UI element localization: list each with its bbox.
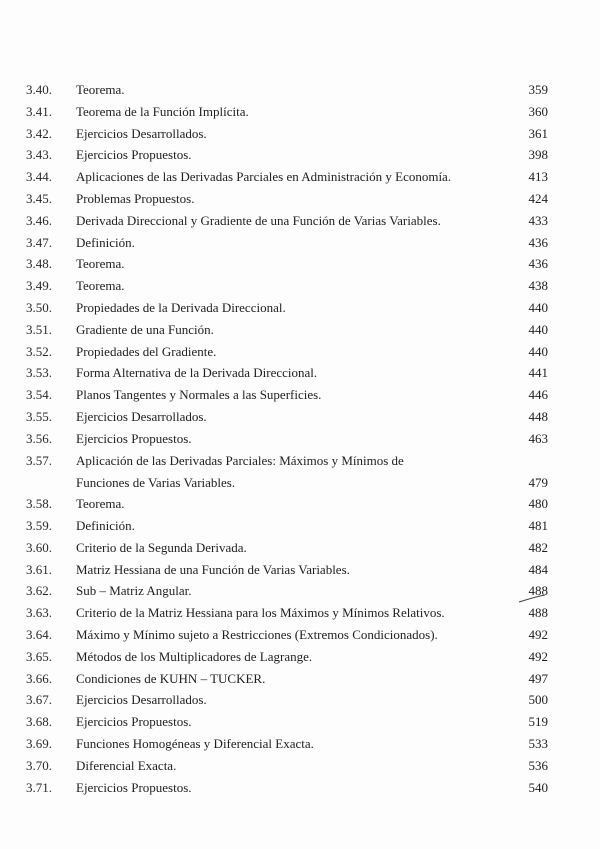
- toc-entry-title: Planos Tangentes y Normales a las Superficies.: [76, 387, 322, 403]
- toc-entry-page-number: 480: [528, 496, 548, 512]
- toc-entry-number: 3.44.: [26, 169, 52, 185]
- toc-entry-title: Máximo y Mínimo sujeto a Restricciones (Extremos Condicionados).: [76, 626, 438, 642]
- toc-entry-title: Criterio de la Segunda Derivada.: [76, 539, 247, 555]
- toc-entry-number: 3.49.: [26, 278, 52, 294]
- toc-entry-page-number: 463: [528, 430, 548, 446]
- toc-entry-title: Teorema.: [76, 496, 125, 512]
- toc-entry-number: 3.42.: [26, 125, 52, 141]
- toc-entry-title: Teorema.: [76, 82, 125, 97]
- toc-entry-number: 3.64.: [26, 626, 52, 642]
- toc-entry: [0, 603, 600, 625]
- toc-entry-number: 3.54.: [26, 387, 52, 403]
- toc-entry-number: 3.56.: [26, 430, 52, 446]
- toc-entry-title: Ejercicios Propuestos.: [76, 779, 192, 795]
- toc-entry-page-number: 481: [528, 517, 548, 533]
- toc-entry-title: Ejercicios Propuestos.: [76, 430, 192, 446]
- toc-entry-number: 3.46.: [26, 212, 52, 228]
- toc-entry-number: 3.40.: [26, 82, 52, 97]
- toc-entry-title: Ejercicios Desarrollados.: [76, 692, 207, 708]
- toc-entry-title: Sub – Matriz Angular.: [76, 583, 192, 599]
- toc-entry: [0, 429, 600, 451]
- toc-entry-title: Propiedades del Gradiente.: [76, 343, 217, 359]
- toc-entry-number: 3.43.: [26, 147, 52, 163]
- toc-entry-page-number: 482: [528, 539, 548, 555]
- toc-entry-number: 3.71.: [26, 779, 52, 795]
- toc-entry-number: 3.48.: [26, 256, 52, 272]
- toc-entry-number: 3.65.: [26, 648, 52, 664]
- toc-entry-number: 3.41.: [26, 103, 52, 119]
- toc-entry-number: 3.47.: [26, 234, 52, 250]
- toc-entry: [0, 712, 600, 734]
- toc-entry: [0, 124, 600, 146]
- toc-entry: [0, 276, 600, 298]
- toc-entry: [0, 669, 600, 691]
- toc-entry-number: 3.52.: [26, 343, 52, 359]
- toc-entry-title: Definición.: [76, 234, 135, 250]
- toc-entry-title: Derivada Direccional y Gradiente de una Función de Varias Variables.: [76, 212, 441, 228]
- toc-entry-page-number: 360: [528, 103, 548, 119]
- toc-entry-number: 3.70.: [26, 757, 52, 773]
- toc-entry-page-number: 359: [528, 82, 548, 97]
- toc-entry-title: Propiedades de la Derivada Direccional.: [76, 299, 286, 315]
- toc-entry-page-number: 424: [528, 190, 548, 206]
- toc-entry-page-number: 540: [528, 779, 548, 795]
- toc-entry-number: 3.45.: [26, 190, 52, 206]
- toc-entry-number: 3.67.: [26, 692, 52, 708]
- toc-entry-page-number: 438: [528, 278, 548, 294]
- toc-entry: [0, 538, 600, 560]
- toc-entry-title: Ejercicios Propuestos.: [76, 147, 192, 163]
- toc-entry-page-number: 536: [528, 757, 548, 773]
- toc-entry-title: Teorema de la Función Implícita.: [76, 103, 249, 119]
- toc-entry-page-number: 497: [528, 670, 548, 686]
- toc-entry-number: 3.69.: [26, 735, 52, 751]
- toc-entry: [0, 451, 600, 495]
- toc-entry: [0, 625, 600, 647]
- toc-entry: [0, 690, 600, 712]
- toc-entry: [0, 363, 600, 385]
- toc-entry-number: 3.50.: [26, 299, 52, 315]
- toc-entry-title: Gradiente de una Función.: [76, 321, 214, 337]
- toc-entry: [0, 254, 600, 276]
- toc-entry: [0, 494, 600, 516]
- toc-entry-page-number: 500: [528, 692, 548, 708]
- toc-entry-title: Ejercicios Propuestos.: [76, 714, 192, 730]
- toc-entry-title: Métodos de los Multiplicadores de Lagrange.: [76, 648, 313, 664]
- toc-entry-number: 3.58.: [26, 496, 52, 512]
- pen-mark-decoration: [518, 594, 546, 604]
- toc-entry-title: Aplicaciones de las Derivadas Parciales en Administración y Economía.: [76, 169, 452, 185]
- toc-entry-title: Problemas Propuestos.: [76, 190, 195, 206]
- toc-entry-page-number: 433: [528, 212, 548, 228]
- toc-entry-page-number: 492: [528, 648, 548, 664]
- toc-entry-number: 3.66.: [26, 670, 52, 686]
- toc-entry-title: Criterio de la Matriz Hessiana para los Máximos y Mínimos Relativos.: [76, 605, 445, 621]
- toc-entry-page-number: 533: [528, 735, 548, 751]
- toc-entry-number: 3.62.: [26, 583, 52, 599]
- toc-entry-page-number: 440: [528, 299, 548, 315]
- toc-entry-page-number: 436: [528, 234, 548, 250]
- toc-entry: [0, 516, 600, 538]
- toc-entry-page-number: 488: [528, 583, 548, 599]
- toc-entry-title: Definición.: [76, 517, 135, 533]
- toc-entry: [0, 211, 600, 233]
- toc-entry: [0, 233, 600, 255]
- toc-entry-title: Matriz Hessiana de una Función de Varias Variables.: [76, 561, 350, 577]
- toc-entry: [0, 80, 600, 102]
- toc-entry-number: 3.61.: [26, 561, 52, 577]
- toc-entry: [0, 407, 600, 429]
- toc-entry-number: 3.60.: [26, 539, 52, 555]
- toc-entry-page-number: 440: [528, 321, 548, 337]
- toc-entry: [0, 647, 600, 669]
- toc-entry-number: 3.51.: [26, 321, 52, 337]
- toc-entry: [0, 734, 600, 756]
- toc-entry-number: 3.63.: [26, 605, 52, 621]
- toc-entry-title: Diferencial Exacta.: [76, 757, 177, 773]
- toc-entry: [0, 102, 600, 124]
- toc-entry-page-number: 436: [528, 256, 548, 272]
- toc-entry-title: Funciones Homogéneas y Diferencial Exacta.: [76, 735, 314, 751]
- toc-entry-title: Teorema.: [76, 256, 125, 272]
- toc-entry-number: 3.55.: [26, 408, 52, 424]
- toc-entry-page-number: 519: [528, 714, 548, 730]
- toc-entry-page-number: 441: [528, 365, 548, 381]
- toc-entry: [0, 581, 600, 603]
- toc-entry-page-number: 361: [528, 125, 548, 141]
- toc-entry-page-number: 446: [528, 387, 548, 403]
- toc-entry-title: Forma Alternativa de la Derivada Direccional.: [76, 365, 318, 381]
- toc-entry-number: 3.53.: [26, 365, 52, 381]
- toc-entry-title: Condiciones de KUHN – TUCKER.: [76, 670, 266, 686]
- toc-entry: [0, 298, 600, 320]
- table-of-contents: [0, 80, 600, 799]
- toc-entry-page-number: 479: [528, 474, 548, 490]
- toc-entry-page-number: 492: [528, 626, 548, 642]
- toc-entry-title: Ejercicios Desarrollados.: [76, 125, 207, 141]
- toc-entry-page-number: 484: [528, 561, 548, 577]
- toc-entry: [0, 167, 600, 189]
- toc-entry-page-number: 488: [528, 605, 548, 621]
- toc-entry: [0, 342, 600, 364]
- toc-entry: [0, 778, 600, 800]
- toc-entry-number: 3.59.: [26, 517, 52, 533]
- toc-entry-title: Ejercicios Desarrollados.: [76, 408, 207, 424]
- toc-entry: [0, 560, 600, 582]
- toc-entry-number: 3.57.: [26, 452, 52, 468]
- toc-entry-title: Aplicación de las Derivadas Parciales: Máximos y Mínimos de Funciones de Varias Variables.: [76, 452, 404, 490]
- toc-entry-page-number: 398: [528, 147, 548, 163]
- toc-entry-page-number: 440: [528, 343, 548, 359]
- toc-entry: [0, 385, 600, 407]
- toc-entry: [0, 320, 600, 342]
- toc-entry-page-number: 413: [528, 169, 548, 185]
- toc-entry-number: 3.68.: [26, 714, 52, 730]
- toc-entry: [0, 189, 600, 211]
- toc-entry: [0, 756, 600, 778]
- toc-entry: [0, 145, 600, 167]
- toc-entry-title: Teorema.: [76, 278, 125, 294]
- toc-entry-page-number: 448: [528, 408, 548, 424]
